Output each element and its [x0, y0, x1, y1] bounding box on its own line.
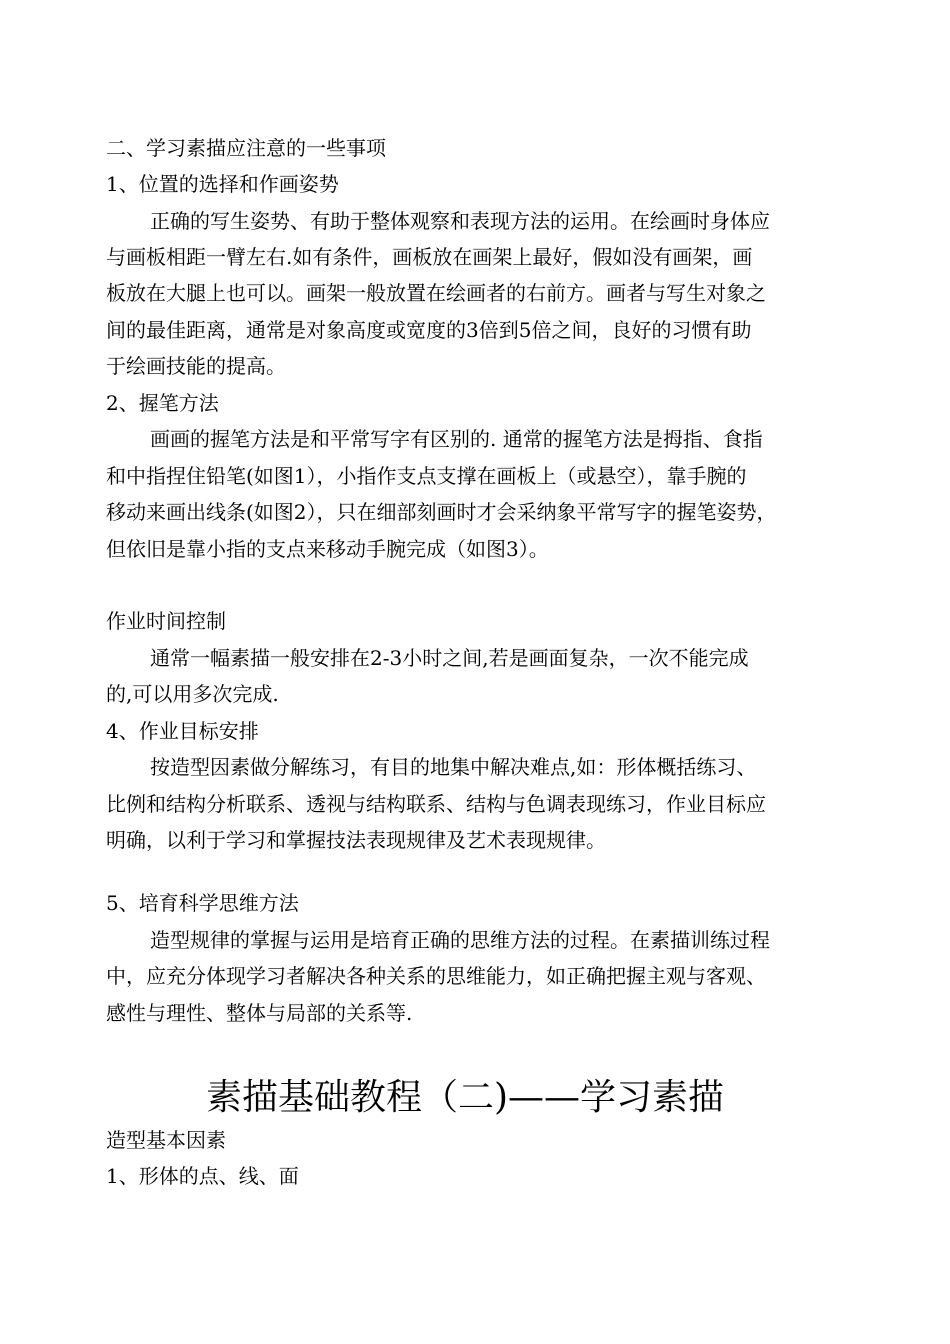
item3-title: 作业时间控制: [106, 609, 226, 633]
item1-line: 于绘画技能的提高。: [106, 354, 286, 378]
item3-line: 的,可以用多次完成.: [106, 682, 279, 706]
chapter-item1-title: 1、形体的点、线、面: [106, 1164, 299, 1188]
item5-line: 中，应充分体现学习者解决各种关系的思维能力，如正确把握主观与客观、: [106, 964, 766, 988]
item2-line: 画画的握笔方法是和平常写字有区别的. 通常的握笔方法是拇指、食指: [150, 427, 763, 451]
item3-line: 通常一幅素描一般安排在2-3小时之间,若是画面复杂，一次不能完成: [150, 646, 749, 670]
item1-line: 正确的写生姿势、有助于整体观察和表现方法的运用。在绘画时身体应: [150, 209, 770, 233]
item1-line: 板放在大腿上也可以。画架一般放置在绘画者的右前方。画者与写生对象之: [106, 281, 766, 305]
item5-title: 5、培育科学思维方法: [106, 891, 299, 915]
chapter-title: 素描基础教程（二)——学习素描: [205, 1077, 725, 1118]
item2-line: 移动来画出线条(如图2），只在细部刻画时才会采纳象平常写字的握笔姿势，: [106, 500, 777, 524]
item1-title: 1、位置的选择和作画姿势: [106, 172, 339, 196]
item1-line: 间的最佳距离，通常是对象高度或宽度的3倍到5倍之间，良好的习惯有助: [106, 318, 752, 342]
item1-line: 与画板相距一臂左右.如有条件，画板放在画架上最好，假如没有画架，画: [106, 245, 753, 269]
item4-line: 明确，以利于学习和掌握技法表现规律及艺术表现规律。: [106, 828, 606, 852]
section-heading: 二、学习素描应注意的一些事项: [106, 136, 386, 160]
item4-line: 比例和结构分析联系、透视与结构联系、结构与色调表现练习，作业目标应: [106, 792, 766, 816]
item2-title: 2、握笔方法: [106, 391, 219, 415]
item5-line: 造型规律的掌握与运用是培育正确的思维方法的过程。在素描训练过程: [150, 928, 770, 952]
item4-line: 按造型因素做分解练习，有目的地集中解决难点,如：形体概括练习、: [150, 755, 757, 779]
item2-line: 和中指捏住铅笔(如图1），小指作支点支撑在画板上（或悬空），靠手腕的: [106, 464, 747, 488]
chapter-subtitle: 造型基本因素: [106, 1128, 226, 1152]
item2-line: 但依旧是靠小指的支点来移动手腕完成（如图3）。: [106, 537, 549, 561]
item5-line: 感性与理性、整体与局部的关系等.: [106, 1001, 413, 1025]
item4-title: 4、作业目标安排: [106, 719, 259, 743]
